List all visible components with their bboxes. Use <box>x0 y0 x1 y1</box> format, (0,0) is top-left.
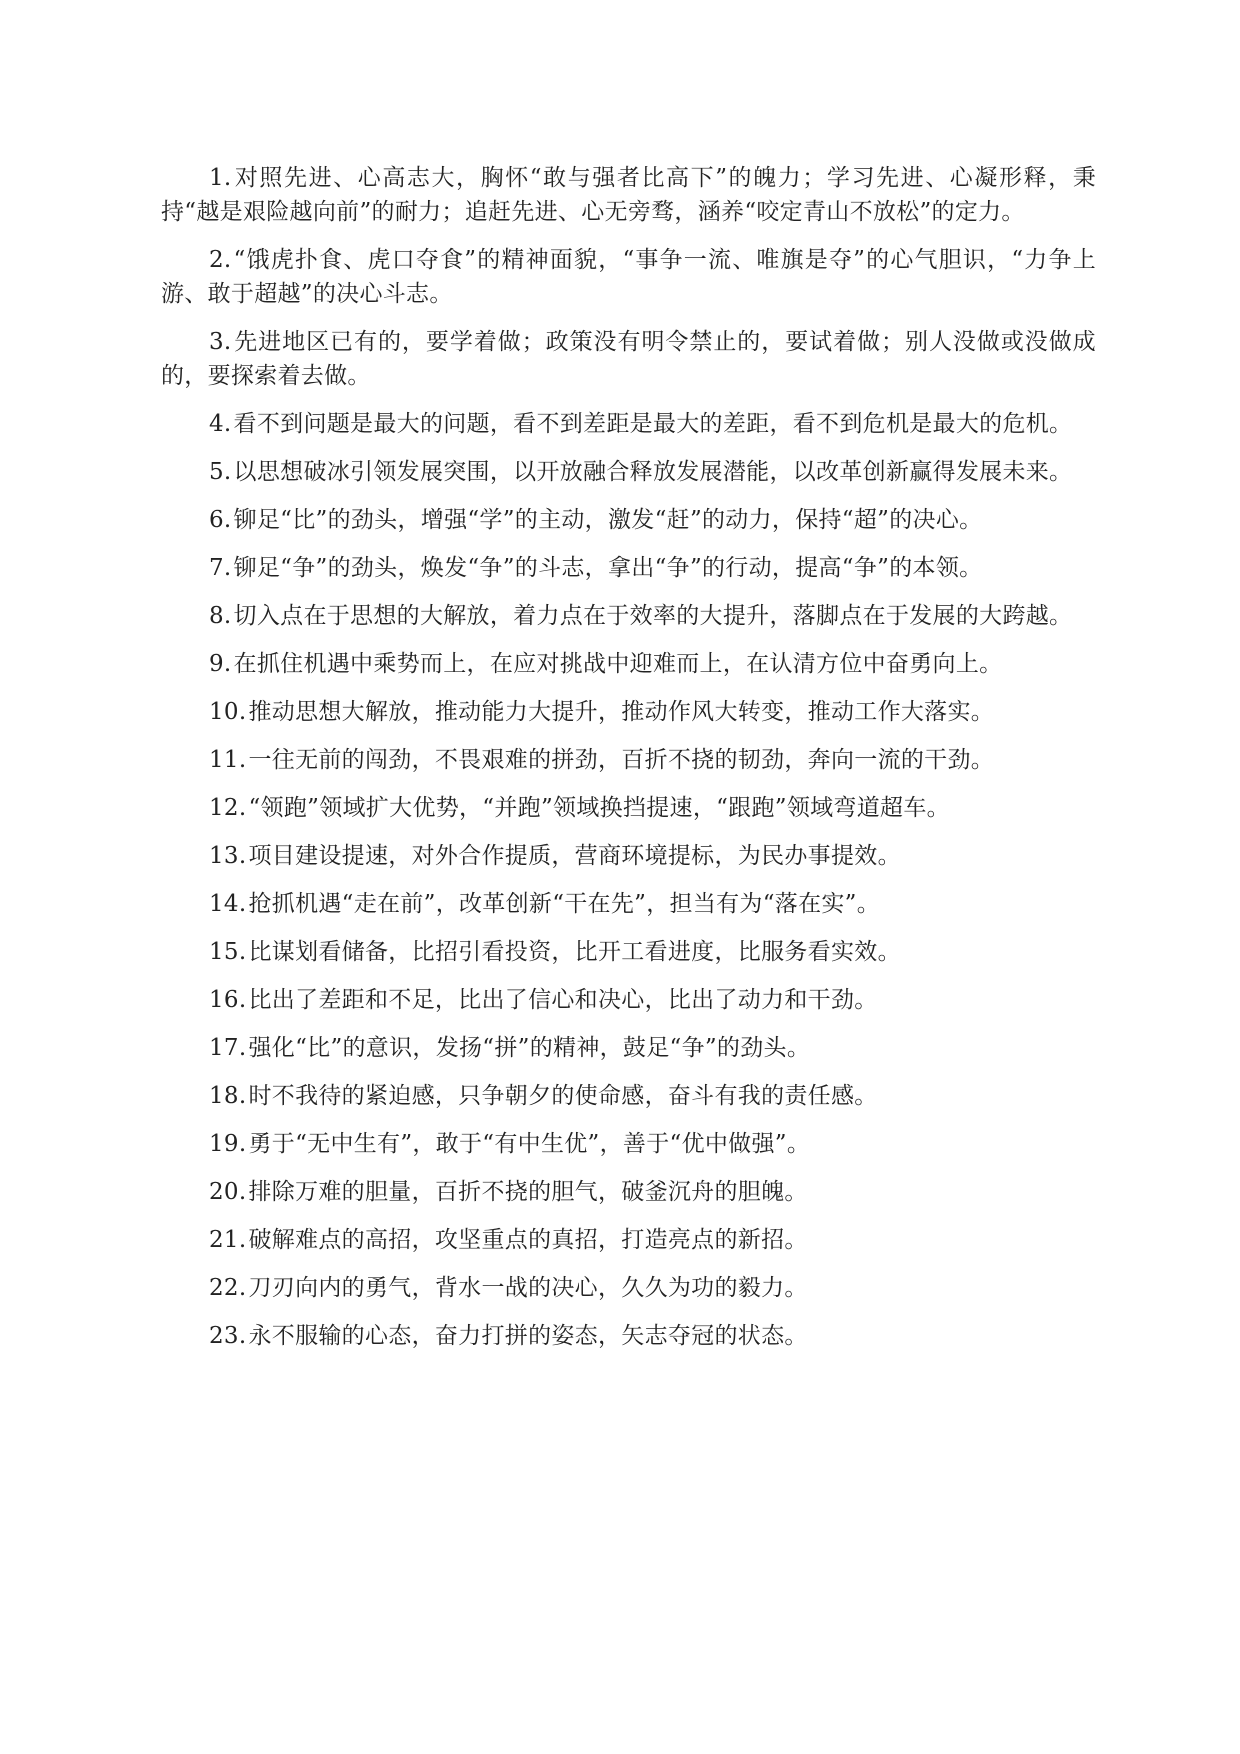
list-item <box>161 599 1096 633</box>
list-item <box>161 839 1096 873</box>
item-text: 勇于“无中生有”，敢于“有中生优”，善于“优中做强”。 <box>248 1131 811 1157</box>
item-text: 先进地区已有的，要学着做；政策没有明令禁止的，要试着做；别人没做或没做成的，要探索着去做。 <box>161 329 1096 389</box>
list-item <box>161 1127 1096 1161</box>
item-number: 21. <box>209 1227 247 1253</box>
item-text: 破解难点的高招，攻坚重点的真招，打造亮点的新招。 <box>248 1227 808 1253</box>
list-item <box>161 887 1096 921</box>
item-number: 5. <box>209 459 232 485</box>
item-number: 22. <box>209 1275 247 1301</box>
list-item <box>161 1223 1096 1257</box>
item-number: 11. <box>209 747 247 773</box>
item-text: 铆足“争”的劲头，焕发“争”的斗志，拿出“争”的行动，提高“争”的本领。 <box>233 555 983 581</box>
list-item <box>161 791 1096 825</box>
item-text: “领跑”领域扩大优势，“并跑”领域换挡提速，“跟跑”领域弯道超车。 <box>248 795 950 821</box>
item-number: 7. <box>209 555 232 581</box>
list-item <box>161 1319 1096 1353</box>
item-text: 铆足“比”的劲头，增强“学”的主动，激发“赶”的动力，保持“超”的决心。 <box>233 507 983 533</box>
item-number: 18. <box>209 1083 247 1109</box>
list-item <box>161 743 1096 777</box>
document-body <box>161 161 1096 1367</box>
item-number: 16. <box>209 987 247 1013</box>
item-number: 14. <box>209 891 247 917</box>
list-item <box>161 1079 1096 1113</box>
item-number: 17. <box>209 1035 247 1061</box>
item-text: 项目建设提速，对外合作提质，营商环境提标，为民办事提效。 <box>248 843 901 869</box>
list-item <box>161 1271 1096 1305</box>
item-number: 13. <box>209 843 247 869</box>
list-item <box>161 325 1096 393</box>
list-item <box>161 407 1096 441</box>
list-item <box>161 551 1096 585</box>
list-item <box>161 455 1096 489</box>
item-text: 永不服输的心态，奋力打拼的姿态，矢志夺冠的状态。 <box>248 1323 808 1349</box>
list-item <box>161 503 1096 537</box>
item-number: 19. <box>209 1131 247 1157</box>
item-number: 10. <box>209 699 247 725</box>
item-text: 比出了差距和不足，比出了信心和决心，比出了动力和干劲。 <box>248 987 878 1013</box>
list-item <box>161 1031 1096 1065</box>
item-number: 20. <box>209 1179 247 1205</box>
item-text: 推动思想大解放，推动能力大提升，推动作风大转变，推动工作大落实。 <box>248 699 995 725</box>
list-item <box>161 983 1096 1017</box>
item-number: 6. <box>209 507 232 533</box>
item-text: 以思想破冰引领发展突围，以开放融合释放发展潜能，以改革创新赢得发展未来。 <box>233 459 1073 485</box>
list-item <box>161 647 1096 681</box>
item-text: 在抓住机遇中乘势而上，在应对挑战中迎难而上，在认清方位中奋勇向上。 <box>233 651 1003 677</box>
list-item <box>161 935 1096 969</box>
item-number: 12. <box>209 795 247 821</box>
item-text: “饿虎扑食、虎口夺食”的精神面貌，“事争一流、唯旗是夺”的心气胆识，“力争上游、敢于超越”的决心斗志。 <box>161 247 1096 307</box>
item-number: 3. <box>209 329 232 355</box>
list-item <box>161 695 1096 729</box>
list-item <box>161 1175 1096 1209</box>
item-text: 对照先进、心高志大，胸怀“敢与强者比高下”的魄力；学习先进、心凝形释，秉持“越是艰险越向前”的耐力；追赶先进、心无旁骛，涵养“咬定青山不放松”的定力。 <box>161 165 1096 225</box>
item-number: 2. <box>209 247 232 273</box>
item-text: 强化“比”的意识，发扬“拼”的精神，鼓足“争”的劲头。 <box>248 1035 811 1061</box>
item-text: 刀刃向内的勇气，背水一战的决心，久久为功的毅力。 <box>248 1275 808 1301</box>
item-number: 9. <box>209 651 232 677</box>
list-item <box>161 161 1096 229</box>
item-number: 4. <box>209 411 232 437</box>
item-number: 8. <box>209 603 232 629</box>
item-text: 比谋划看储备，比招引看投资，比开工看进度，比服务看实效。 <box>248 939 901 965</box>
item-number: 15. <box>209 939 247 965</box>
item-number: 1. <box>209 165 232 191</box>
item-text: 时不我待的紧迫感，只争朝夕的使命感，奋斗有我的责任感。 <box>248 1083 878 1109</box>
item-text: 切入点在于思想的大解放，着力点在于效率的大提升，落脚点在于发展的大跨越。 <box>233 603 1073 629</box>
item-text: 排除万难的胆量，百折不挠的胆气，破釜沉舟的胆魄。 <box>248 1179 808 1205</box>
item-text: 抢抓机遇“走在前”，改革创新“干在先”，担当有为“落在实”。 <box>248 891 881 917</box>
item-number: 23. <box>209 1323 247 1349</box>
item-text: 一往无前的闯劲，不畏艰难的拼劲，百折不挠的韧劲，奔向一流的干劲。 <box>248 747 995 773</box>
list-item <box>161 243 1096 311</box>
item-text: 看不到问题是最大的问题，看不到差距是最大的差距，看不到危机是最大的危机。 <box>233 411 1073 437</box>
